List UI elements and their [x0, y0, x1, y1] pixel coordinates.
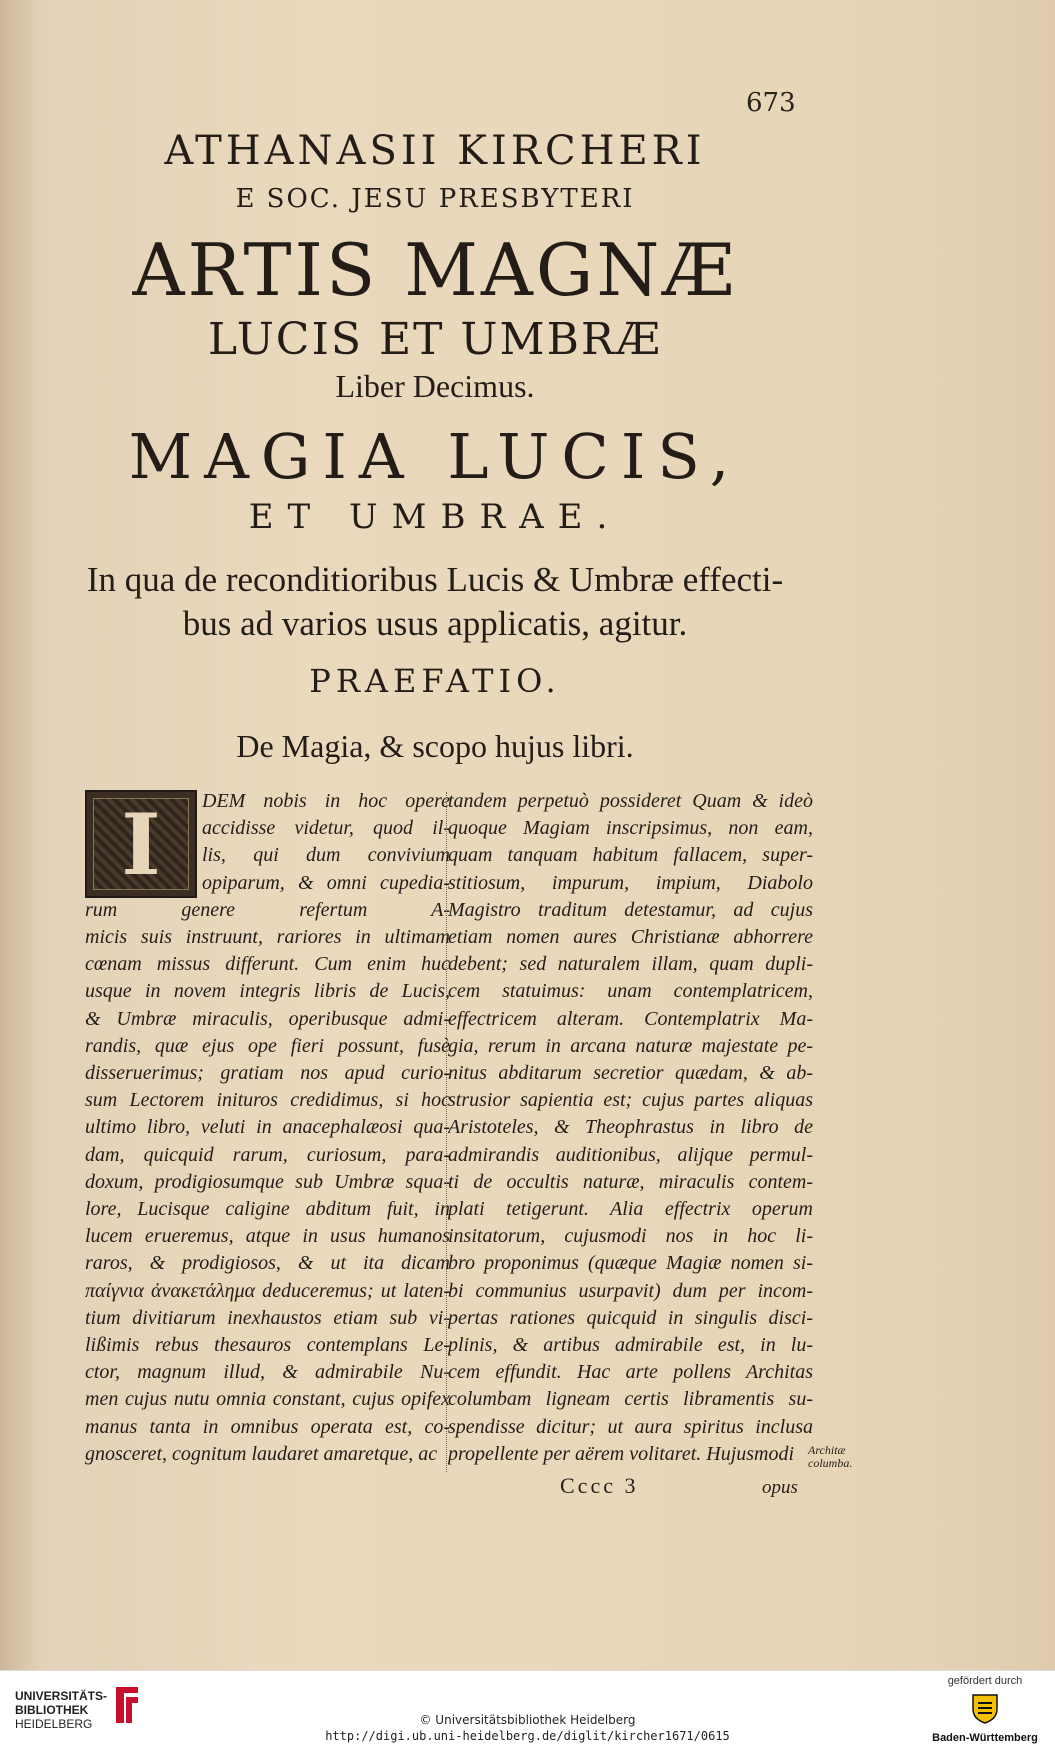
catchword: opus	[762, 1477, 798, 1498]
section-title: MAGIA LUCIS,	[128, 420, 742, 493]
text-line: quoque Magiam inscripsimus, non eam,	[448, 817, 813, 840]
text-line: gnosceret, cognitum laudaret amaretque, ac	[85, 1442, 438, 1465]
text-line: quam tanquam habitum fallacem, super-	[448, 844, 813, 867]
text-line: cem statuimus: unam contemplatricem,	[448, 980, 813, 1003]
text-line: cem effundit. Hac arte pollens Architas	[448, 1361, 813, 1384]
text-line: effectricem alteram. Contemplatrix Ma-	[448, 1007, 813, 1030]
text-line: insitatorum, cujusmodi nos in hoc li-	[448, 1225, 813, 1248]
text-line: rum genere refertum A-	[85, 898, 450, 921]
text-line: tandem perpetuò possideret Quam & ideò	[448, 790, 813, 812]
text-line: plati tetigerunt. Alia effectrix operum	[448, 1198, 813, 1221]
description	[40, 558, 830, 646]
text-line: nitus abditarum secretior quædam, & ab-	[448, 1062, 813, 1085]
copyright-text: © Universitätsbibliothek Heidelberg	[419, 1713, 636, 1727]
text-line: usque in novem integris libris de Lucis,	[85, 980, 450, 1003]
text-line: raros, & prodigiosos, & ut ita dicam	[85, 1252, 450, 1275]
section-subtitle: ET UMBRAE.	[248, 497, 622, 537]
left-column	[85, 788, 450, 1468]
right-column	[448, 788, 813, 1468]
preface-subheading: De Magia, & scopo hujus libri.	[236, 728, 634, 764]
page-number: 673	[746, 88, 796, 118]
permalink-url[interactable]: http://digi.ub.uni-heidelberg.de/diglit/kircher1671/0615	[325, 1729, 730, 1743]
funder-label: gefördert durch	[947, 1675, 1023, 1687]
text-line: gia, rerum in arcana naturæ majestate pe-	[448, 1034, 813, 1057]
coat-of-arms-icon	[967, 1691, 1003, 1725]
preface-heading: PRAEFATIO.	[309, 662, 561, 700]
footer-bar	[0, 1670, 1055, 1747]
library-name-line-1: UNIVERSITÄTS-	[15, 1689, 108, 1703]
author-heading: ATHANASII KIRCHERI	[164, 128, 706, 174]
text-line: spendisse dicitur; ut aura spiritus inclusa	[448, 1415, 813, 1438]
initial-letter: I	[121, 794, 161, 894]
description-line-2: bus ad varios usus applicatis, agitur.	[182, 604, 688, 643]
signature-mark: Cccc 3	[560, 1473, 639, 1498]
text-line: ctor, magnum illud, & admirabile Nu-	[85, 1361, 450, 1384]
text-line: admirandis auditionibus, alijque permul-	[448, 1143, 813, 1166]
library-name-line-2: BIBLIOTHEK	[15, 1703, 89, 1717]
text-line: randis, quæ ejus ope fieri possunt, fusè	[85, 1034, 450, 1057]
society-heading: E SOC. JESU PRESBYTERI	[235, 184, 635, 214]
text-line: Magistro traditum detestamur, ad cujus	[448, 898, 813, 921]
book-heading: Liber Decimus.	[335, 368, 535, 404]
text-line: micis suis instruunt, rariores in ultimam	[85, 926, 450, 949]
text-line: men cujus nutu omnia constant, cujus opifex	[85, 1388, 450, 1411]
text-line: bi communius usurpavit) dum per incom-	[448, 1279, 813, 1302]
text-line: accidisse videtur, quod il-	[202, 817, 450, 840]
funder-name: Baden-Württemberg	[932, 1732, 1038, 1744]
text-line: ultimo libro, veluti in anacephalæosi qua-	[85, 1116, 450, 1139]
text-line: lore, Lucisque caligine abditum fuit, in	[85, 1198, 450, 1221]
library-name-line-3: HEIDELBERG	[15, 1717, 93, 1731]
text-line: dam, quicquid rarum, curiosum, para-	[85, 1143, 450, 1166]
text-line: cœnam missus differunt. Cum enim huc	[85, 953, 450, 976]
text-line: lißimis rebus thesauros contemplans Le-	[85, 1334, 450, 1357]
text-line: opiparum, & omni cupedia-	[202, 871, 450, 894]
text-line: columbam ligneam certis libramentis su-	[448, 1388, 813, 1411]
text-line: bro proponimus (quæque Magiæ nomen si-	[448, 1252, 813, 1275]
text-line: propellente per aërem volitaret. Hujusmodi	[448, 1442, 795, 1465]
text-line: debent; sed naturalem illam, quam dupli-	[448, 953, 813, 976]
main-title: ARTIS MAGNÆ	[132, 228, 738, 312]
text-line: plinis, & artibus admirabile est, in lu-	[448, 1334, 813, 1357]
text-line: παίγνια ἀνακετάλημα deduceremus; ut laten-	[85, 1279, 450, 1302]
text-line: Aristoteles, & Theophrastus in libro de	[448, 1116, 813, 1139]
text-line: ti de occultis naturæ, miraculis contem-	[448, 1170, 813, 1193]
column-divider	[446, 792, 447, 1472]
text-line: tium divitiarum inexhaustos etiam sub vi-	[85, 1306, 450, 1329]
text-line: doxum, prodigiosumque sub Umbræ squa-	[85, 1170, 450, 1193]
text-line: etiam nomen aures Christianæ abhorrere	[448, 926, 813, 949]
text-line: pertas rationes quicquid in singulis disci-	[448, 1306, 813, 1329]
text-line: lis, qui dum convivium	[202, 844, 450, 867]
text-line: & Umbræ miraculis, operibusque admi-	[85, 1007, 450, 1030]
funder-block	[925, 1675, 1045, 1744]
text-line: manus tanta in omnibus operata est, co-	[85, 1415, 450, 1438]
text-line: lucem erueremus, atque in usus humanos	[85, 1225, 450, 1248]
sub-title: LUCIS ET UMBRÆ	[207, 314, 663, 365]
text-line: disseruerimus; gratiam nos apud curio-	[85, 1062, 450, 1085]
text-line: DEM nobis in hoc opere	[202, 790, 450, 812]
description-line-1: In qua de reconditioribus Lucis & Umbræ effecti-	[86, 560, 784, 599]
copyright-block	[0, 1713, 1055, 1743]
text-line: sum Lectorem inituros credidimus, si hoc	[85, 1089, 450, 1112]
text-line: strusior sapientia est; cujus partes aliquas	[448, 1089, 813, 1112]
text-line: stitiosum, impurum, impium, Diabolo	[448, 871, 813, 894]
margin-note: Architæ columba.	[808, 1443, 853, 1470]
